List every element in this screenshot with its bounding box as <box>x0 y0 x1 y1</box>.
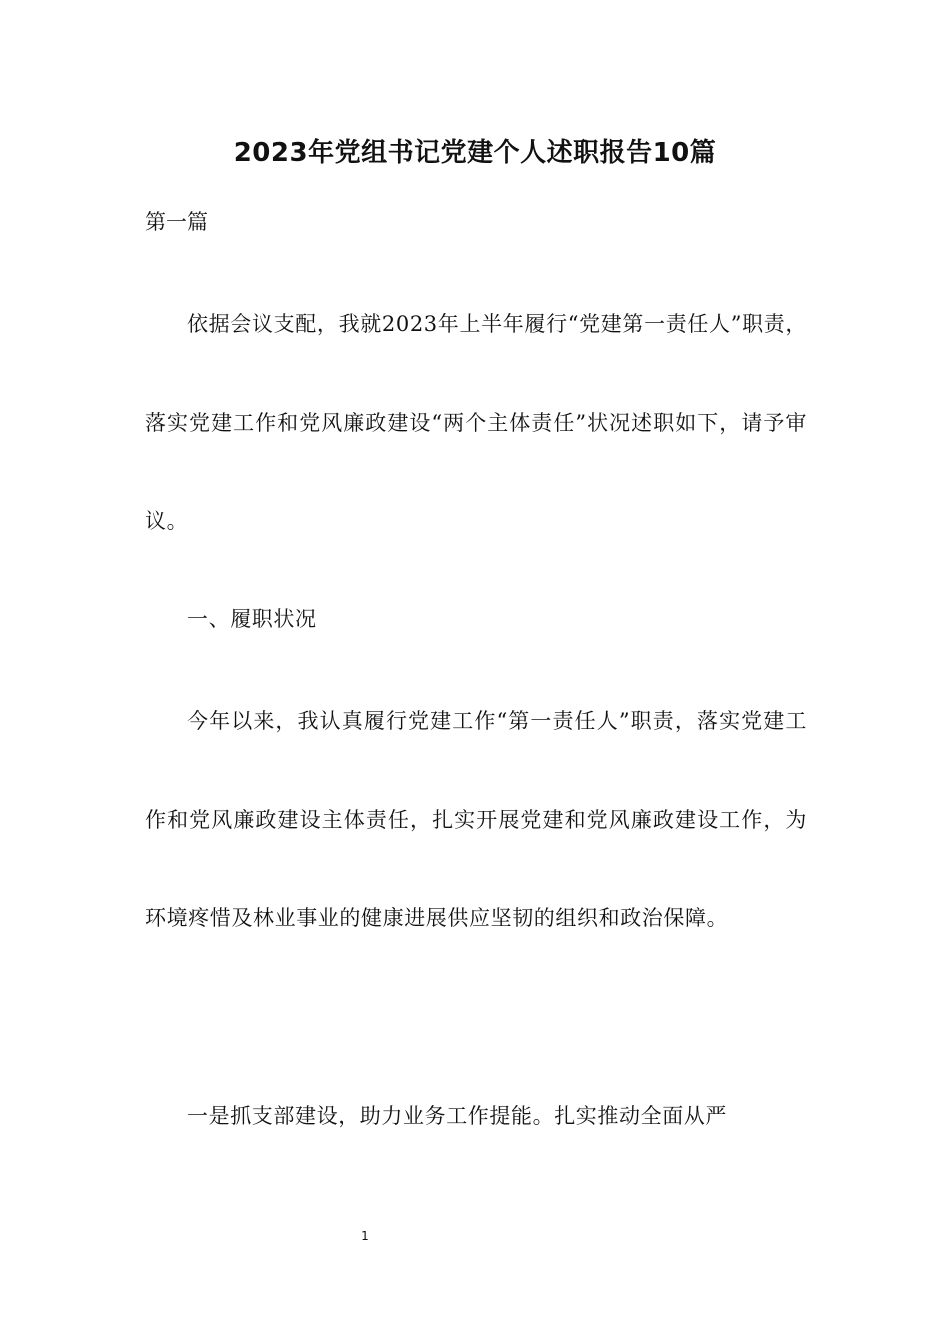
page-number: 1 <box>361 1229 369 1243</box>
paragraph-performance: 今年以来，我认真履行党建工作“第一责任人”职责，落实党建工作和党风廉政建设主体责任，扎实开展党建和党风廉政建设工作，为环境疼惜及林业事业的健康进展供应坚韧的组织和政治保障。 <box>145 709 807 930</box>
section-label: 第一篇 <box>145 210 208 234</box>
document-title: 2023年党组书记党建个人述职报告10篇 <box>233 138 717 168</box>
paragraph-intro: 依据会议支配，我就2023年上半年履行“党建第一责任人”职责，落实党建工作和党风廉政建设“两个主体责任”状况述职如下，请予审议。 <box>145 312 807 533</box>
paragraph-branch-building: 一是抓支部建设，助力业务工作提能。扎实推动全面从严 <box>187 1104 727 1128</box>
heading-performance: 一、履职状况 <box>187 607 317 631</box>
